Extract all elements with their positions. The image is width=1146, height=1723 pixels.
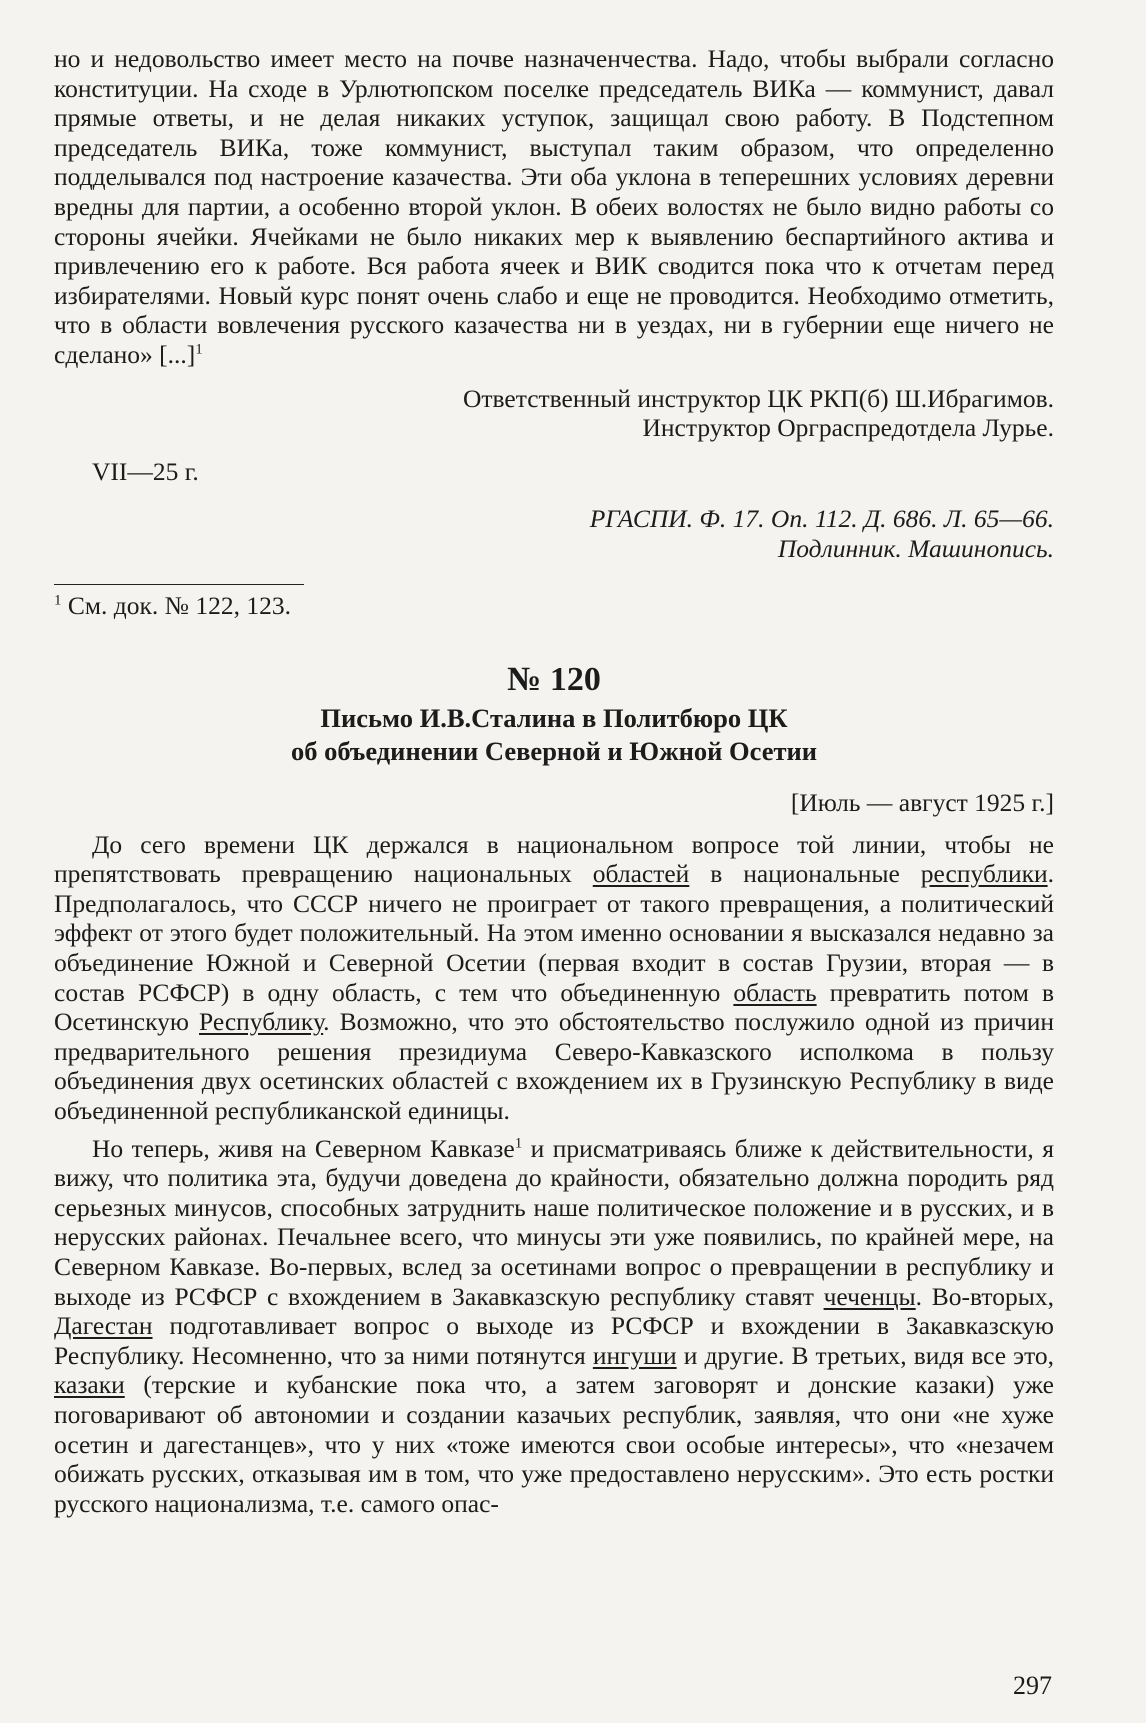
underlined-word: ингуши	[592, 1340, 677, 1370]
underlined-word: казаки	[54, 1370, 125, 1400]
written-date: VII—25 г.	[92, 456, 199, 486]
document-title-line-1: Письмо И.В.Сталина в Политбюро ЦК	[320, 703, 788, 734]
footnote-reference: 1	[514, 1135, 523, 1152]
underlined-word: Республику	[199, 1007, 324, 1037]
archive-note: Подлинник. Машинопись.	[777, 533, 1054, 563]
document-title	[54, 702, 1054, 768]
signature-block	[54, 384, 1054, 443]
archive-citation: РГАСПИ. Ф. 17. Оп. 112. Д. 686. Л. 65—66.	[589, 504, 1054, 534]
footnote-divider	[54, 584, 304, 585]
letter-paragraph-2: Но теперь, живя на Северном Кавказе$^1$ и присматриваясь ближе к действительности, я вижу, что политика эта, будучи доведена до крайности, обязательно должна породить ряд серьезных минусов, способных затруднить наше политическое положение и в русских, и в нерусских районах. Печальнее всего, что минусы эти уже появились, по крайней мере, на Северном Кавказе. Во-первых, вслед за осетинами вопрос о превращении в республику и выходе из РСФСР с вхождением в Закавказскую республику ставят чеченцы. Во-вторых, Дагестан подготавливает вопрос о выходе из РСФСР и вхождении в Закавказскую Республику. Несомненно, что за ними потянутся ингуши и другие. В третьих, видя все это, казаки (терские и кубанские пока что, а затем заговорят и донские казаки) уже поговаривают об автономии и создании казачьих республик, заявляя, что они «не хуже осетин и дагестанцев», что у них «тоже имеются свои особые интересы», что «незачем обижать русских, отказывая им в том, что уже предоставлено нерусским». Это есть ростки русского национализма, т.е. самого опас-	[54, 1133, 1054, 1518]
underlined-word: республики	[920, 859, 1048, 889]
document-page	[54, 44, 1054, 1518]
continuation-paragraph: но и недовольство имеет место на почве назначенчества. Надо, чтобы выбрали согласно конституции. На сходе в Урлютюпском поселке председатель ВИКа — коммунист, давал прямые ответы, и не делая никаких уступок, защищал свою работу. В Подстепном председатель ВИКа, тоже коммунист, выступал таким образом, что определенно подделывался под настроение казачества. Эти оба уклона в теперешних условиях деревни вредны для партии, а особенно второй уклон. В обеих волостях не было видно работы со стороны ячейки. Ячейками не было никаких мер к выявлению беспартийного актива и привлечению его к работе. Вся работа ячеек и ВИК сводится пока что к отчетам перед избирателями. Новый курс понят очень слабо и еще не проводится. Необходимо отметить, что в области вовлечения русского казачества ни в уездах, ни в губернии еще ничего не сделано» [...]$^1$	[54, 44, 1054, 369]
footnote-reference: 1	[195, 341, 203, 358]
underlined-word: областей	[592, 859, 690, 889]
document-date: [Июль — август 1925 г.]	[790, 788, 1054, 818]
footnote-text: См. док. № 122, 123.	[61, 590, 291, 620]
letter-paragraph-1: До сего времени ЦК держался в национальном вопросе той линии, чтобы не препятствовать превращению национальных областей в национальные республики. Предполагалось, что СССР ничего не проиграет от такого превращения, а политический эффект от этого будет положительный. На этом именно основании я высказался недавно за объединение Южной и Северной Осетии (первая входит в состав Грузии, вторая — в состав РСФСР) в одну область, с тем что объединенную область превратить потом в Осетинскую Республику. Возможно, что это обстоятельство послужило одной из причин предварительного решения президиума Северо-Кавказского исполкома в пользу объединения двух осетинских областей с вхождением их в Грузинскую Республику в виде объединенной республиканской единицы.	[54, 829, 1055, 1126]
underlined-word: область	[733, 977, 817, 1007]
underlined-word: Дагестан	[54, 1311, 153, 1341]
underlined-word: чеченцы	[823, 1281, 916, 1311]
footnote	[54, 591, 1054, 621]
signature-line-2: Инструктор Орграспредотдела Лурье.	[642, 413, 1054, 443]
document-number: № 120	[507, 661, 601, 699]
archive-reference	[54, 504, 1054, 563]
footnote-mark: 1	[54, 592, 62, 608]
signature-line-1: Ответственный инструктор ЦК РКП(б) Ш.Ибрагимов.	[462, 383, 1054, 413]
document-title-line-2: об объединении Северной и Южной Осетии	[290, 736, 818, 767]
page-number: 297	[1013, 1671, 1052, 1700]
